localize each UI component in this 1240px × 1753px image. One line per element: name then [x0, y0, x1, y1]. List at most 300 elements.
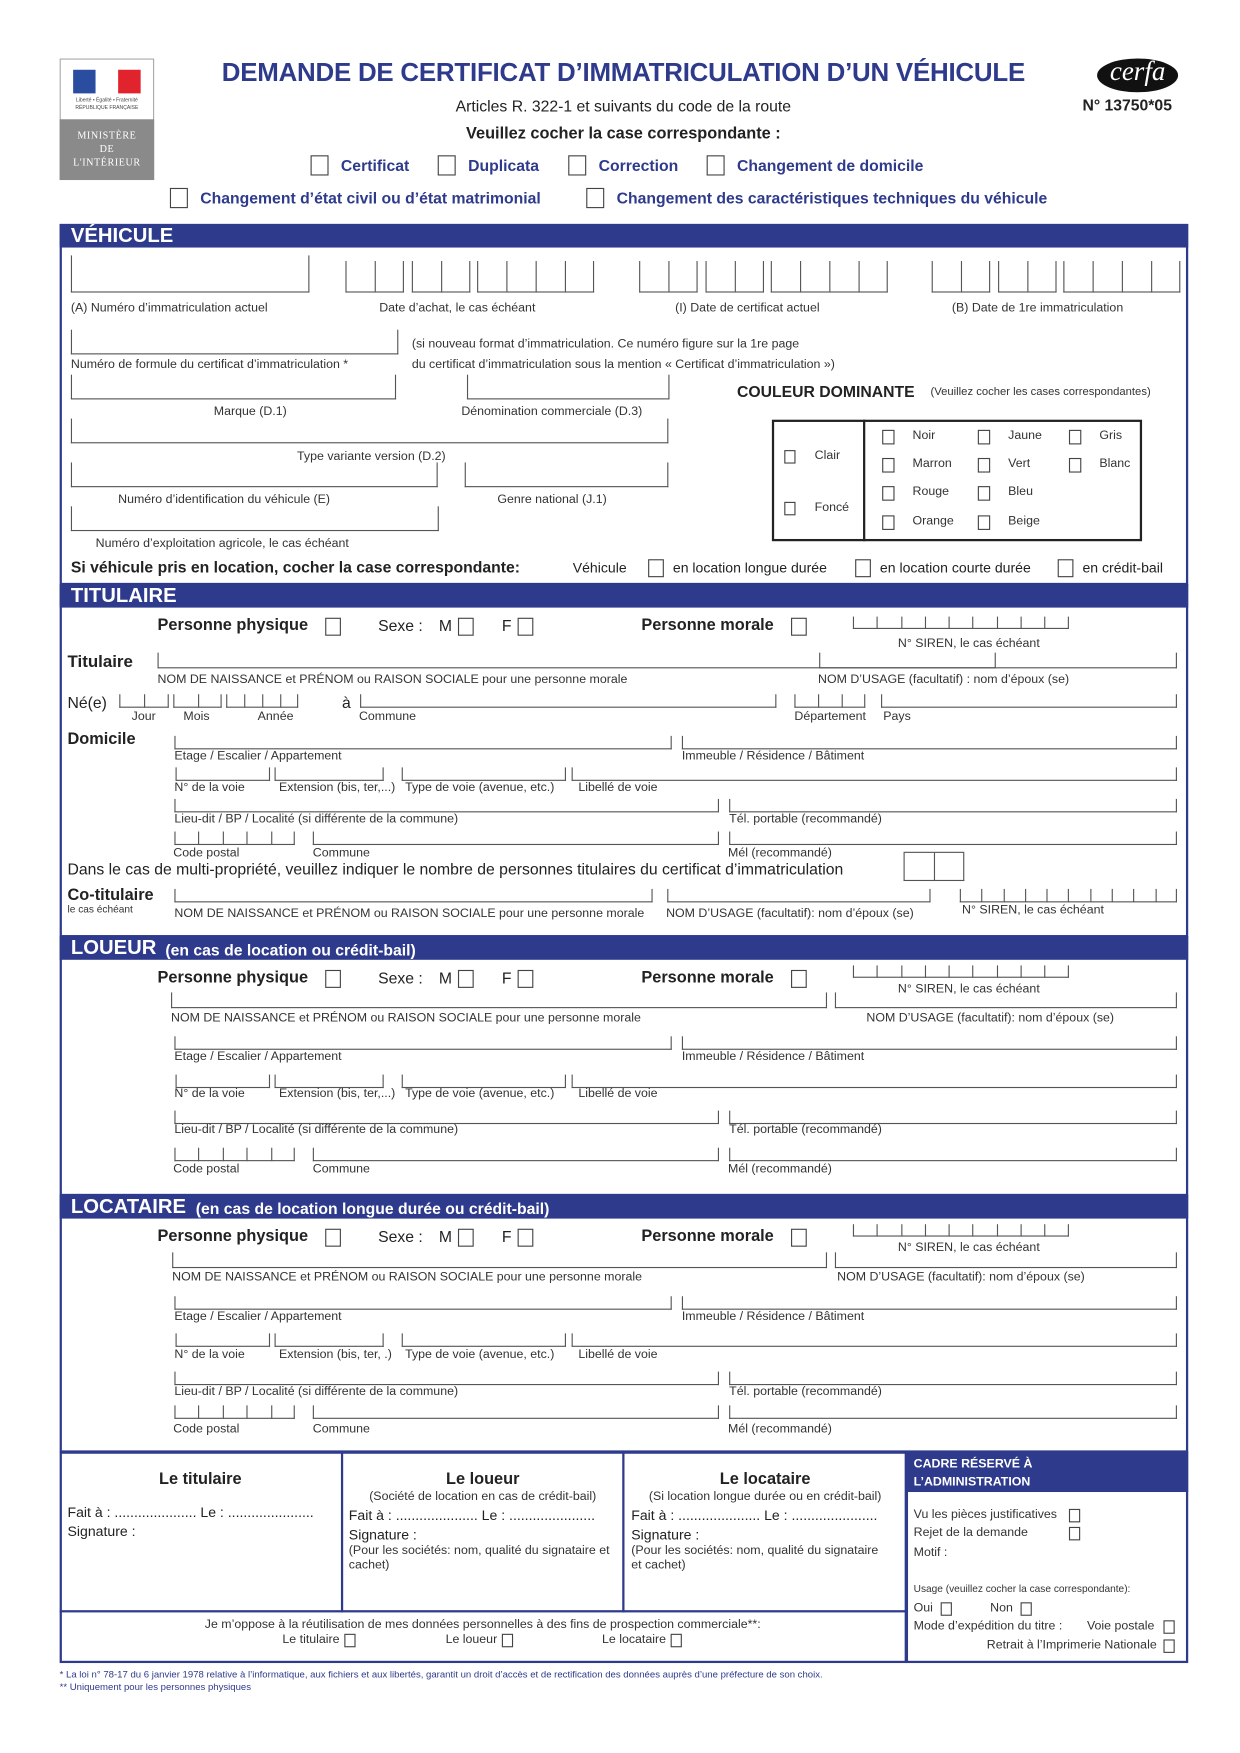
birth-commune-field[interactable]: [360, 694, 776, 708]
commune-field[interactable]: [313, 1405, 719, 1419]
digit-cell[interactable]: [932, 261, 961, 293]
mel-field[interactable]: [729, 1405, 1177, 1419]
digit-cell[interactable]: [973, 1224, 997, 1236]
sexe-m-checkbox[interactable]: [458, 970, 474, 988]
label: Jaune: [1008, 428, 1042, 443]
request-type-label: Certificat: [340, 156, 410, 175]
libelle-voie-field[interactable]: [572, 767, 1177, 781]
color-checkbox[interactable]: [882, 458, 894, 473]
sexe-f-checkbox[interactable]: [518, 618, 534, 636]
label: Lieu-dit / BP / Localité (si différente de la commune): [174, 1385, 459, 1399]
extension-field[interactable]: [275, 1333, 384, 1347]
label: Immeuble / Résidence / Bâtiment: [681, 1049, 865, 1064]
date-certificat-year[interactable]: [771, 261, 888, 293]
logo-flag-white: [96, 70, 119, 94]
digit-cell[interactable]: [982, 889, 1004, 903]
digit-cell[interactable]: [949, 1224, 973, 1236]
digit-cell[interactable]: [925, 1224, 949, 1236]
digit-cell[interactable]: [271, 832, 295, 846]
type-voie-field[interactable]: [402, 1333, 566, 1347]
color-checkbox[interactable]: [978, 430, 990, 445]
label: Extension (bis, ter,...): [279, 780, 396, 795]
label: Jour: [131, 710, 156, 724]
label: Type variante version (D.2): [297, 450, 446, 464]
etage-field[interactable]: [174, 736, 671, 750]
color-checkbox[interactable]: [978, 486, 990, 501]
digit-cell[interactable]: [973, 965, 997, 977]
digit-cell[interactable]: [829, 261, 858, 293]
date-achat-year[interactable]: [477, 261, 594, 293]
locataire-usage-field[interactable]: [835, 1252, 1177, 1268]
label: Marque (D.1): [213, 405, 287, 419]
agricole-field[interactable]: [71, 506, 439, 531]
label: Usage (veuillez cocher la case correspondante):: [913, 1583, 1131, 1595]
label: Code postal: [173, 846, 240, 860]
digit-cell[interactable]: [877, 965, 901, 977]
digit-cell[interactable]: [1003, 889, 1025, 903]
digit-cell[interactable]: [271, 1148, 295, 1162]
date-certificat-day[interactable]: [639, 261, 698, 293]
digit-cell[interactable]: [412, 261, 441, 293]
loueur-usage-field[interactable]: [835, 992, 1177, 1008]
digit-cell[interactable]: [198, 1148, 222, 1162]
lieudit-field[interactable]: [174, 1372, 719, 1386]
label: Commune: [312, 846, 370, 860]
digit-cell[interactable]: [1021, 617, 1045, 629]
label: Code postal: [173, 1422, 240, 1436]
signature-locataire-title: Le locataire: [719, 1470, 811, 1489]
location-checkbox[interactable]: [648, 559, 664, 577]
opposition-checkbox[interactable]: [344, 1634, 355, 1648]
digit-cell[interactable]: [197, 694, 221, 708]
code-postal-comb[interactable]: [174, 1148, 294, 1162]
titulaire-header-bar: [60, 584, 1189, 608]
digit-cell[interactable]: [174, 832, 198, 846]
digit-cell[interactable]: [119, 694, 144, 708]
request-type-label: Correction: [598, 156, 679, 175]
tel-field[interactable]: [729, 799, 1177, 813]
digit-cell[interactable]: [244, 694, 262, 708]
label: Rouge: [912, 484, 950, 499]
birth-year-comb[interactable]: [226, 694, 298, 708]
label: M: [438, 968, 452, 987]
label: Numéro d’identification du véhicule (E): [118, 492, 331, 507]
digit-cell[interactable]: [1021, 1224, 1045, 1236]
couleur-divider: [863, 420, 865, 542]
digit-cell[interactable]: [226, 694, 244, 708]
type-variante-field[interactable]: [71, 419, 668, 444]
label: (Société de location en cas de crédit-bail): [369, 1489, 597, 1504]
label: en location longue durée: [672, 560, 827, 577]
digit-cell[interactable]: [859, 261, 888, 293]
label: Immeuble / Résidence / Bâtiment: [681, 749, 865, 763]
label: Type de voie (avenue, etc.): [405, 1347, 555, 1362]
label: Signature :: [348, 1526, 417, 1543]
logo-flag-blue: [73, 70, 96, 94]
digit-cell[interactable]: [961, 261, 990, 293]
label: Noir: [912, 428, 936, 443]
label: Numéro de formule du certificat d’immatriculation *: [70, 357, 349, 372]
cotitulaire-siren-comb[interactable]: [960, 889, 1177, 903]
label: Personne physique: [157, 1227, 309, 1246]
immeuble-field[interactable]: [682, 1296, 1177, 1310]
color-checkbox[interactable]: [978, 515, 990, 530]
shade-checkbox[interactable]: [784, 502, 795, 516]
footnote: ** Uniquement pour les personnes physiques: [59, 1681, 252, 1693]
label: Rejet de la demande: [913, 1525, 1028, 1540]
label: Personne physique: [157, 616, 309, 635]
mel-field[interactable]: [729, 832, 1177, 846]
sexe-m-checkbox[interactable]: [458, 1229, 474, 1247]
label: NOM D’USAGE (facultatif): nom d’époux (se): [666, 906, 914, 921]
digit-cell[interactable]: [198, 1405, 222, 1419]
personne-physique-checkbox[interactable]: [325, 618, 341, 636]
digit-cell[interactable]: [506, 261, 535, 293]
rejet-checkbox[interactable]: [1069, 1527, 1080, 1541]
digit-cell[interactable]: [441, 261, 470, 293]
type-voie-field[interactable]: [402, 767, 566, 781]
label: Mél (recommandé): [728, 846, 832, 860]
personne-morale-checkbox[interactable]: [791, 1229, 807, 1247]
mel-field[interactable]: [729, 1148, 1177, 1162]
label: en location courte durée: [879, 560, 1031, 577]
label: Code postal: [173, 1162, 240, 1176]
label: Numéro d’exploitation agricole, le cas échéant: [95, 536, 349, 551]
digit-cell[interactable]: [973, 617, 997, 629]
digit-cell[interactable]: [247, 1148, 271, 1162]
sexe-m-checkbox[interactable]: [458, 618, 474, 636]
digit-cell[interactable]: [280, 694, 298, 708]
admin-title: CADRE RÉSERVÉ À: [913, 1457, 1033, 1471]
digit-cell[interactable]: [375, 261, 404, 293]
digit-cell[interactable]: [877, 1224, 901, 1236]
label: (I) Date de certificat actuel: [675, 301, 820, 316]
digit-cell[interactable]: [198, 832, 222, 846]
digit-cell[interactable]: [998, 261, 1027, 293]
label: Lieu-dit / BP / Localité (si différente de la commune): [174, 1122, 459, 1137]
shade-checkbox[interactable]: [784, 450, 795, 464]
subtitle: Articles R. 322-1 et suivants du code de la route: [455, 96, 792, 115]
commune-field[interactable]: [313, 1148, 719, 1162]
vehicule-header-bar: [60, 224, 1189, 248]
digit-cell[interactable]: [223, 1148, 247, 1162]
label: Commune: [312, 1422, 370, 1436]
digit-cell[interactable]: [1063, 261, 1092, 293]
extension-field[interactable]: [275, 767, 384, 781]
retrait-checkbox[interactable]: [1163, 1639, 1174, 1653]
request-type-checkbox[interactable]: [586, 188, 604, 208]
label: le cas échéant: [67, 903, 133, 915]
label: en crédit-bail: [1082, 560, 1163, 577]
digit-cell[interactable]: [223, 832, 247, 846]
label: N° de la voie: [174, 780, 245, 795]
label: N° SIREN, le cas échéant: [897, 982, 1040, 996]
admin-title: L’ADMINISTRATION: [913, 1475, 1031, 1489]
request-type-label: Changement de domicile: [737, 156, 924, 175]
label: Extension (bis, ter, .): [279, 1347, 392, 1362]
label: NOM DE NAISSANCE et PRÉNOM ou RAISON SOCIALE pour une personne morale: [171, 1011, 641, 1026]
label: NOM D’USAGE (facultatif): nom d’époux (se): [866, 1011, 1115, 1026]
digit-cell[interactable]: [477, 261, 506, 293]
digit-cell[interactable]: [1093, 261, 1122, 293]
request-type-checkbox[interactable]: [311, 155, 329, 175]
digit-cell[interactable]: [668, 261, 697, 293]
nom-usage-field[interactable]: [819, 653, 1177, 669]
digit-cell[interactable]: [853, 617, 877, 629]
label: M: [438, 1227, 452, 1246]
label: Signature :: [67, 1523, 136, 1540]
digit-cell[interactable]: [853, 1224, 877, 1236]
label: Libellé de voie: [578, 780, 658, 795]
label: Le loueur: [445, 1632, 498, 1647]
immeuble-field[interactable]: [682, 736, 1177, 750]
label: Blanc: [1099, 456, 1131, 471]
section-title: VÉHICULE: [70, 223, 174, 247]
digit-cell[interactable]: [949, 965, 973, 977]
section-subtitle: (en cas de location ou crédit-bail): [165, 940, 416, 959]
usage-non-checkbox[interactable]: [1021, 1602, 1032, 1616]
label: Etage / Escalier / Appartement: [174, 749, 342, 763]
loueur-nom-field[interactable]: [171, 992, 827, 1008]
digit-cell[interactable]: [1025, 889, 1047, 903]
digit-cell[interactable]: [997, 965, 1021, 977]
location-checkbox[interactable]: [855, 559, 871, 577]
birth-month-comb[interactable]: [173, 694, 221, 708]
digit-cell[interactable]: [1045, 965, 1069, 977]
logo-republic: RÉPUBLIQUE FRANÇAISE: [75, 104, 139, 111]
genre-field[interactable]: [465, 462, 669, 487]
domicile-label: Domicile: [67, 730, 136, 749]
digit-cell[interactable]: [639, 261, 668, 293]
label: N° SIREN, le cas échéant: [897, 636, 1040, 651]
formule-field[interactable]: [71, 330, 398, 355]
digit-cell[interactable]: [949, 617, 973, 629]
voie-postale-checkbox[interactable]: [1163, 1620, 1174, 1634]
digit-cell[interactable]: [1045, 1224, 1069, 1236]
digit-cell[interactable]: [536, 261, 565, 293]
label: Fait à : ..................... Le : ......................: [631, 1507, 878, 1524]
date-first-immat-year[interactable]: [1063, 261, 1180, 293]
date-first-immat-day[interactable]: [932, 261, 991, 293]
couleur-hint: (Veuillez cocher les cases correspondantes): [930, 385, 1151, 399]
opposition-checkbox[interactable]: [671, 1634, 682, 1648]
signature-loueur-title: Le loueur: [445, 1470, 520, 1489]
logo-ministry-text: DE: [99, 142, 115, 155]
siren-comb[interactable]: [853, 1224, 1069, 1236]
label: N° SIREN, le cas échéant: [962, 903, 1104, 918]
label: Sexe :: [378, 616, 423, 635]
color-checkbox[interactable]: [1069, 458, 1081, 473]
commune-field[interactable]: [313, 832, 719, 846]
digit-cell[interactable]: [1045, 617, 1069, 629]
date-certificat-month[interactable]: [706, 261, 765, 293]
sexe-f-checkbox[interactable]: [518, 1229, 534, 1247]
request-type-checkbox[interactable]: [568, 155, 586, 175]
request-type-checkbox[interactable]: [707, 155, 725, 175]
label: Orange: [912, 514, 954, 528]
label: Mois: [183, 710, 210, 724]
section-title: LOCATAIRE: [70, 1194, 187, 1218]
label: à: [342, 693, 351, 712]
digit-cell[interactable]: [925, 617, 949, 629]
label: Fait à : ..................... Le : ......................: [348, 1507, 596, 1524]
marque-field[interactable]: [71, 375, 396, 400]
digit-cell[interactable]: [706, 261, 735, 293]
digit-cell[interactable]: [925, 965, 949, 977]
label: Signature :: [631, 1526, 700, 1543]
digit-cell[interactable]: [934, 853, 964, 881]
vin-field[interactable]: [71, 462, 438, 487]
opposition-checkbox[interactable]: [502, 1634, 513, 1648]
digit-cell[interactable]: [223, 1405, 247, 1419]
digit-cell[interactable]: [960, 889, 982, 903]
digit-cell[interactable]: [997, 617, 1021, 629]
departement-comb[interactable]: [794, 694, 865, 708]
label: Pays: [883, 710, 911, 724]
label: Sexe :: [378, 968, 423, 987]
color-checkbox[interactable]: [882, 430, 894, 445]
label: Oui: [913, 1601, 933, 1615]
label: Motif :: [913, 1546, 948, 1560]
libelle-voie-field[interactable]: [572, 1333, 1177, 1347]
digit-cell[interactable]: [800, 261, 829, 293]
personne-morale-checkbox[interactable]: [791, 970, 807, 988]
etage-field[interactable]: [174, 1036, 671, 1050]
pays-field[interactable]: [881, 694, 1177, 708]
label: NOM DE NAISSANCE et PRÉNOM ou RAISON SOCIALE pour une personne morale: [174, 906, 645, 921]
label: Non: [990, 1601, 1013, 1615]
multi-propriete-text: Dans le cas de multi-propriété, veuillez indiquer le nombre de personnes titulaires du certificat d’immatriculation: [67, 859, 844, 878]
tel-field[interactable]: [729, 1372, 1177, 1386]
digit-cell[interactable]: [818, 694, 842, 708]
immatriculation-field[interactable]: [71, 255, 310, 292]
etage-field[interactable]: [174, 1296, 671, 1310]
digit-cell[interactable]: [1112, 889, 1134, 903]
label: Le locataire: [601, 1632, 666, 1647]
digit-cell[interactable]: [144, 694, 169, 708]
digit-cell[interactable]: [247, 832, 271, 846]
digit-cell[interactable]: [904, 853, 934, 881]
sig-divider-1: [341, 1452, 343, 1613]
personne-physique-checkbox[interactable]: [325, 970, 341, 988]
digit-cell[interactable]: [1151, 261, 1180, 293]
label: Département: [794, 710, 866, 724]
digit-cell[interactable]: [345, 261, 374, 293]
digit-cell[interactable]: [901, 1224, 925, 1236]
digit-cell[interactable]: [901, 965, 925, 977]
request-type-checkbox[interactable]: [438, 155, 456, 175]
digit-cell[interactable]: [1133, 889, 1155, 903]
digit-cell[interactable]: [735, 261, 764, 293]
digit-cell[interactable]: [174, 1405, 198, 1419]
logo-flag-red: [118, 70, 141, 94]
digit-cell[interactable]: [901, 617, 925, 629]
date-first-immat-month[interactable]: [998, 261, 1057, 293]
digit-cell[interactable]: [1122, 261, 1151, 293]
digit-cell[interactable]: [853, 965, 877, 977]
color-checkbox[interactable]: [978, 458, 990, 473]
digit-cell[interactable]: [1068, 889, 1090, 903]
usage-oui-checkbox[interactable]: [941, 1602, 952, 1616]
locataire-nom-field[interactable]: [172, 1252, 827, 1268]
num-voie-field[interactable]: [176, 1333, 271, 1347]
code-postal-comb[interactable]: [174, 832, 294, 846]
personne-morale-checkbox[interactable]: [791, 618, 807, 636]
label: Voie postale: [1086, 1619, 1155, 1633]
digit-cell[interactable]: [1021, 965, 1045, 977]
label: Gris: [1099, 428, 1123, 443]
request-type-checkbox[interactable]: [170, 188, 188, 208]
lieudit-field[interactable]: [174, 799, 719, 813]
label: N° de la voie: [174, 1347, 245, 1362]
libelle-voie-field[interactable]: [572, 1075, 1177, 1089]
logo-ministry-text: L'INTÉRIEUR: [73, 156, 141, 168]
digit-cell[interactable]: [1047, 889, 1069, 903]
date-achat-month[interactable]: [412, 261, 471, 293]
digit-cell[interactable]: [247, 1405, 271, 1419]
label: et cachet): [631, 1558, 686, 1572]
digit-cell[interactable]: [1090, 889, 1112, 903]
location-checkbox[interactable]: [1058, 559, 1074, 577]
digit-cell[interactable]: [794, 694, 818, 708]
label: (Pour les sociétés: nom, qualité du signataire: [631, 1543, 879, 1558]
digit-cell[interactable]: [771, 261, 800, 293]
cotitulaire-nom-field[interactable]: [174, 889, 652, 903]
immeuble-field[interactable]: [682, 1036, 1177, 1050]
siren-comb[interactable]: [853, 965, 1069, 977]
digit-cell[interactable]: [565, 261, 594, 293]
couleur-title: COULEUR DOMINANTE: [737, 382, 915, 401]
digit-cell[interactable]: [262, 694, 280, 708]
label: NOM D’USAGE (facultatif) : nom d’époux (se): [818, 672, 1070, 687]
logo-motto: Liberté • Égalité • Fraternité: [75, 96, 138, 103]
label: N° de la voie: [174, 1086, 245, 1101]
digit-cell[interactable]: [1027, 261, 1056, 293]
num-voie-field[interactable]: [176, 767, 271, 781]
digit-cell[interactable]: [1155, 889, 1177, 903]
birth-day-comb[interactable]: [119, 694, 169, 708]
logo-ministry-text: MINISTÈRE: [77, 129, 137, 141]
code-postal-comb[interactable]: [174, 1405, 294, 1419]
color-checkbox[interactable]: [1069, 430, 1081, 445]
digit-cell[interactable]: [842, 694, 866, 708]
digit-cell[interactable]: [271, 1405, 295, 1419]
date-achat-day[interactable]: [345, 261, 404, 293]
siren-comb[interactable]: [853, 617, 1069, 629]
color-checkbox[interactable]: [882, 486, 894, 501]
sexe-f-checkbox[interactable]: [518, 970, 534, 988]
label: Foncé: [814, 500, 850, 515]
digit-cell[interactable]: [174, 1148, 198, 1162]
color-checkbox[interactable]: [882, 515, 894, 530]
label: Type de voie (avenue, etc.): [405, 1086, 555, 1101]
section-title: TITULAIRE: [70, 583, 177, 607]
digit-cell[interactable]: [173, 694, 197, 708]
nb-titulaires-comb[interactable]: [904, 852, 965, 881]
personne-physique-checkbox[interactable]: [325, 1229, 341, 1247]
cotitulaire-usage-field[interactable]: [667, 889, 930, 903]
digit-cell[interactable]: [877, 617, 901, 629]
label: Tél. portable (recommandé): [729, 812, 882, 826]
sig-divider-h: [60, 1610, 907, 1612]
pieces-checkbox[interactable]: [1069, 1509, 1080, 1523]
digit-cell[interactable]: [997, 1224, 1021, 1236]
label: Né(e): [67, 693, 107, 712]
couleur-box: [772, 420, 1142, 542]
label: Vert: [1008, 456, 1031, 471]
label: Genre national (J.1): [497, 492, 607, 507]
denomination-field[interactable]: [467, 375, 670, 400]
